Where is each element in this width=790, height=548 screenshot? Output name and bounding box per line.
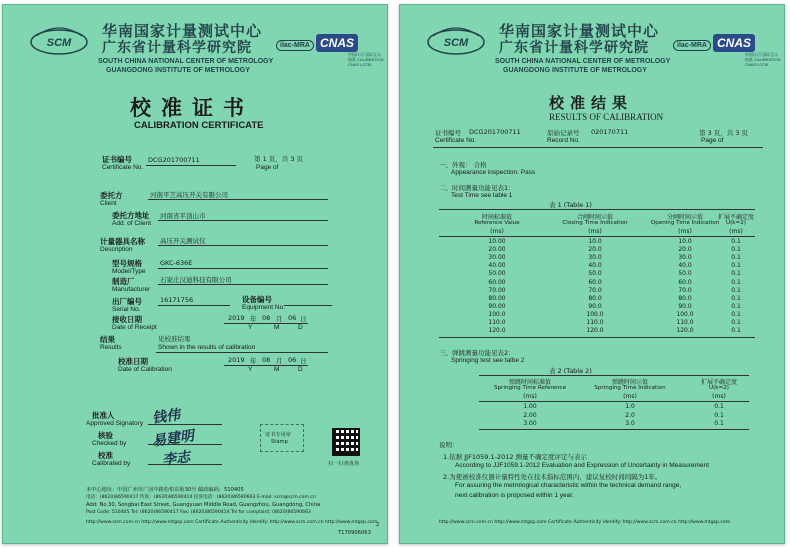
table2-cell: 1.00 [523,403,537,410]
calibration-results-page [399,4,785,544]
record-no-label: 原始记录号 [547,129,580,137]
table1-unit: (ms) [490,228,504,235]
record-no-value: 020170711 [591,128,629,136]
table1-header-cn: 时间标准值 [481,214,512,221]
table2-cell: 0.1 [714,420,724,427]
table1-cell: 50.0 [588,270,602,278]
note1-cn: 1.依据 JJF1059.1-2012 测量不确定度评定与表示 [443,453,588,461]
table1-cell: 40.0 [678,262,692,270]
address-label: 委托方地址 [112,211,150,220]
table2-header-en: Springing Time Reference [493,385,567,391]
table1-cell: 80.0 [678,294,692,302]
cal-y-cn: 年 [250,357,257,365]
equipment-label-en: Equipment No. [242,304,285,311]
checker-label: 核验 [98,431,113,440]
springing-test-en: Springing test see talbe 2 [451,357,525,364]
receipt-month: 08 [262,314,271,322]
equipment-label: 设备编号 [242,295,272,304]
calibration-certificate-page [2,4,388,544]
table1-cell: 120.0 [586,327,604,335]
table1-header-cn: 扩展不确定度 [717,214,754,221]
springing-test-cn: 三、弹跳测量功能见表2： [439,349,515,357]
checker-signature: 易建明 [151,428,196,450]
description-value: 高压开关测试仪 [160,237,206,245]
table1-cell: 0.1 [731,270,741,278]
footer-address-cn: 本中心地址：中国广州市广园中路松柏东街30号 邮政编码：510405 [86,487,244,493]
header-cn-line2: 广东省计量科学研究院 [499,40,649,56]
footer-web: http://www.scm.com.cn http://www.mtgsp.com Certificate Authenticity identify: http://www.scm.com.cn http://www.mtgsp.com [439,520,731,525]
calibrator-signature: 李志 [161,449,192,469]
footer-tel-en: Post Code: 510405 Tel: (8620)86590417 Fax: (8620)86590414 Tel for complaint: (8620)86590663 [86,510,311,515]
table1-cell: 110.0 [586,319,604,326]
header-en-line1: SOUTH CHINA NATIONAL CENTER OF METROLOGY [98,58,274,65]
table1-cell: 50.0 [678,270,692,278]
table1-cell: 80.00 [488,294,506,302]
header-en-line1: SOUTH CHINA NATIONAL CENTER OF METROLOGY [495,58,671,65]
calibrator-label-en: Calibrated by [92,460,131,467]
cal-day: 06 [288,356,297,364]
approver-signature: 钱伟 [151,407,182,427]
page-label-en: Page of [256,164,279,171]
corner-number: 2 [376,522,380,528]
table1-cell: 70.0 [678,286,692,294]
page-label-en: Page of [701,137,724,144]
table1-cell: 90.0 [588,302,602,310]
table1-cell: 0.1 [731,327,741,335]
table1-cell: 50.00 [488,270,506,278]
footer-tel-cn: 电话：(8620)86590417 传真：(8620)86590414 投诉电话：(8620)86590663 E-mail: scm@scm.com.cn [86,495,316,500]
table1-cell: 10.00 [488,238,506,245]
table1-header-en: Reference Value [474,220,520,226]
table2-unit: (ms) [623,393,637,400]
table1-header-cn: 合闸时间示值 [576,214,613,221]
cert-no-label-en: Certificate No. [435,137,477,144]
time-test-en: Test Time see table 1 [451,192,513,199]
results-label-en: Results [100,344,122,351]
table1-unit: (ms) [729,228,743,235]
table1-cell: 0.1 [731,278,741,286]
page-info: 第 3 页，共 3 页 [699,129,749,137]
table1-cell: 0.1 [731,310,741,318]
table1-cell: 80.0 [588,294,602,302]
table1-bottom-rule [439,337,755,338]
receipt-day: 06 [288,314,297,322]
table1-cell: 60.0 [588,278,602,286]
table1-cell: 100.0 [488,310,506,318]
table2-unit: (ms) [712,393,726,400]
note2-en2: next calibration is proposed within 1 year. [455,492,574,499]
time-test-cn: 二、时间测量功能见表1： [439,184,515,192]
note1-en: According to JJF1059.1-2012 Evaluation and Expression of Uncertainty in Measurement [455,462,710,469]
table1-cell: 20.0 [678,246,692,254]
table1-cell: 10.0 [678,238,692,245]
results-title-en: RESULTS OF CALIBRATION [549,112,664,122]
cal-d-cn: 日 [300,357,307,365]
cal-d-en: D [298,366,303,373]
table2-unit: (ms) [523,393,537,400]
cert-no-value: DCG201700711 [148,156,200,164]
client-value: 河南平芝高压开关有限公司 [150,191,228,199]
receipt-m-en: M [274,324,280,331]
notes-title: 说明： [439,441,459,449]
cnas-caption: 中国认可 国际互认 校准 CALIBRATION CNAS L0735 [745,52,781,67]
note2-en1: For assuring the metrological characteristic within the technical demand range, [455,482,682,489]
cert-no-label: 证书编号 [102,155,132,164]
description-label: 计量器具名称 [100,237,145,246]
table1-cell: 0.1 [731,286,741,294]
receipt-y-en: Y [248,324,253,331]
table1-header-en: U(k=2) [726,220,746,226]
table1-cell: 10.0 [588,238,602,245]
table1-cell: 0.1 [731,246,741,254]
scm-logo-icon [26,22,92,58]
header-en-line2: GUANGDONG INSTITUTE OF METROLOGY [106,67,250,74]
cnas-logo: CNAS [713,34,755,52]
table1-cell: 60.0 [678,278,692,286]
cert-no-label-en: Certificate No. [102,164,144,171]
scm-logo-text: SCM [443,37,469,49]
calibrator-label: 校准 [98,451,113,460]
table2-header-cn: 弹跳时间标准值 [508,379,551,386]
checker-label-en: Checked by [92,440,127,447]
cert-no-value: DCG201700711 [469,128,521,136]
appearance-en: Appearance inspection: Pass [451,169,536,176]
table1-cell: 60.00 [488,278,506,286]
ilac-mra-logo: ilac-MRA [276,40,314,51]
header-cn-line1: 华南国家计量测试中心 [499,22,660,40]
table2-cell: 2.0 [625,411,635,419]
receipt-d-en: D [298,324,303,331]
appearance-cn: 一、外观： 合格 [439,161,487,169]
table1-cell: 30.00 [488,254,506,262]
cnas-logo: CNAS [316,34,358,52]
table2-header-rule [479,401,749,402]
stamp-label-en: Stamp [271,439,288,445]
table2-cell: 0.1 [714,411,724,419]
cal-year: 2019 [228,356,245,364]
table1-header-rule [439,236,755,237]
record-no-label-en: Record No. [547,137,580,144]
table1-cell: 100.0 [586,310,604,318]
table1-cell: 40.0 [588,262,602,270]
scm-logo-text: SCM [46,37,72,49]
table1-cell: 30.0 [588,254,602,262]
approver-label: 批准人 [92,411,115,420]
table1-cell: 90.00 [488,302,506,310]
cert-no-label: 证书编号 [435,129,461,137]
table1-cell: 120.0 [488,327,506,335]
qr-caption: 扫一扫查真伪 [328,461,360,467]
table1-cell: 40.00 [488,262,506,270]
table1-header-cn: 分闸时间示值 [666,214,703,221]
table1-cell: 120.0 [676,327,694,335]
header-cn-line1: 华南国家计量测试中心 [102,22,263,40]
cal-y-en: Y [248,366,253,373]
table1-header-en: Closing Time Indication [562,220,628,226]
table2-cell: 1.0 [625,403,635,410]
header-cn-line2: 广东省计量科学研究院 [102,40,252,56]
stamp-label: 证书专用章 [265,432,291,438]
results-value-en: Shown in the results of calibration [158,344,256,351]
table1-unit: (ms) [678,228,692,235]
table2-cell: 3.00 [523,420,537,427]
table2-title: 表 2 (Table 2) [549,367,592,375]
table1-cell: 0.1 [731,302,741,310]
table1-cell: 70.00 [488,286,506,294]
serial-label: 出厂编号 [112,297,142,306]
table2-cell: 3.0 [625,420,635,427]
table1-cell: 20.0 [588,246,602,254]
results-value-cn: 见校准结果 [158,335,191,343]
results-title-cn: 校准结果 [549,94,634,112]
cal-date-label: 校准日期 [118,357,148,366]
client-label-en: Client [100,200,117,207]
table1-title: 表 1 (Table 1) [549,201,592,209]
receipt-year: 2019 [228,314,245,322]
model-value: GKC-636E [160,259,193,267]
cal-month: 08 [262,356,271,364]
receipt-y-cn: 年 [250,315,257,323]
table1-cell: 0.1 [731,262,741,270]
manufacturer-label-en: Manufacturer [112,286,151,293]
table1-cell: 0.1 [731,254,741,262]
qr-code[interactable] [332,428,360,456]
manufacturer-value: 石家庄汉迪科技有限公司 [160,276,232,284]
table2-cell: 2.00 [523,411,537,419]
header-en-line2: GUANGDONG INSTITUTE OF METROLOGY [503,67,647,74]
receipt-d-cn: 日 [300,315,307,323]
note2-cn: 2.为使被校准仪器计量特性处在技术指标范围内，建议复校时间间隔为1年。 [443,473,662,481]
cal-m-en: M [274,366,280,373]
results-label: 结果 [100,335,115,344]
receipt-date-label-en: Date of Receipt [112,324,157,331]
certificate-title-cn: 校准证书 [130,95,254,120]
scm-logo-icon [423,22,489,58]
cal-date-label-en: Date of Calibration [118,366,172,373]
table2-header-cn: 弹跳时间示值 [611,379,648,386]
model-label-en: Model/Type [112,268,146,275]
stamp-area [260,424,304,452]
model-label: 型号规格 [112,259,142,268]
approver-label-en: Approved Signatory [86,420,144,427]
serial-label-en: Serial No. [112,306,141,313]
table2-cell: 0.1 [714,403,724,410]
table2-header-en: Springing Time Indication [594,385,666,391]
description-label-en: Description [100,246,133,253]
ilac-mra-logo: ilac-MRA [673,40,711,51]
table1-cell: 100.0 [676,310,694,318]
table1-unit: (ms) [588,228,602,235]
table2-header-en: U(k=2) [709,385,729,391]
client-label: 委托方 [100,191,123,200]
certificate-title-en: CALIBRATION CERTIFICATE [134,120,264,131]
table1-cell: 110.0 [676,319,694,326]
cal-m-cn: 月 [276,357,283,365]
table1-cell: 0.1 [731,238,741,245]
table1-cell: 0.1 [731,319,741,326]
table1-cell: 30.0 [678,254,692,262]
address-value: 河南省平顶山市 [160,212,206,220]
table2-bottom-rule [479,429,749,430]
page-info: 第 1 页，共 3 页 [254,155,304,163]
footer-web: http://www.scm.com.cn http://www.mtgsp.com Certificate Authenticity identify: http://www.scm.com.cn http://www.mtgsp.com [86,520,378,525]
cnas-caption: 中国认可 国际互认 校准 CALIBRATION CNAS L0735 [348,52,384,67]
manufacturer-label: 制造厂 [112,277,135,286]
table2-header-cn: 扩展不确定度 [700,379,737,386]
table1-cell: 20.00 [488,246,506,254]
table1-cell: 0.1 [731,294,741,302]
footer-address-en: Add: No.30, Songbai East Street, Guangyuan Middle Road, Guangzhou, Guangdong, China [86,502,321,508]
table1-cell: 110.0 [488,319,506,326]
serial-code: T170906063 [338,530,371,536]
serial-value: 16171756 [160,296,194,304]
address-label-en: Add. of Client [112,220,152,227]
receipt-m-cn: 月 [276,315,283,323]
receipt-date-label: 接收日期 [112,315,142,324]
table1-header-en: Opening Time Indication [650,220,720,226]
table1-cell: 90.0 [678,302,692,310]
table1-cell: 70.0 [588,286,602,294]
